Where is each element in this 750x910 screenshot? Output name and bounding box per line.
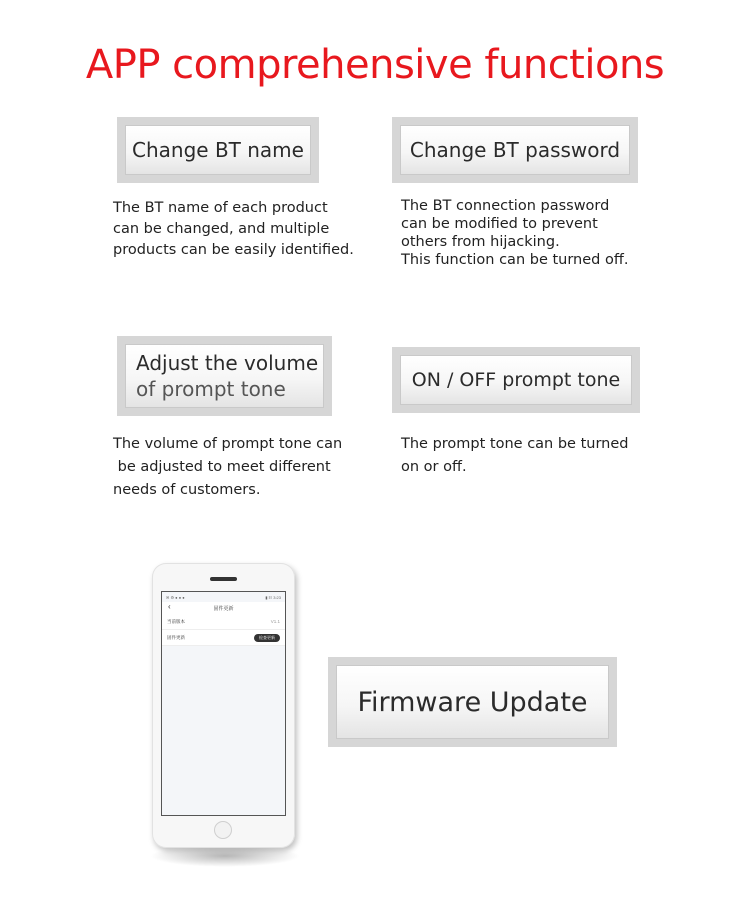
phone-illustration	[152, 563, 295, 848]
firmware-update-label: Firmware Update	[357, 686, 588, 718]
phone-home-button	[214, 821, 232, 839]
change-bt-name-label: Change BT name	[132, 138, 304, 162]
onoff-prompt-tone-label: ON / OFF prompt tone	[411, 369, 621, 391]
adjust-volume-badge	[117, 336, 332, 416]
phone-nav-bar	[162, 602, 285, 614]
back-chevron-icon: ‹	[168, 602, 171, 611]
onoff-prompt-tone-badge	[392, 347, 640, 413]
change-bt-password-label: Change BT password	[409, 138, 621, 162]
status-icons-left: ✉ ⚙ ● ● ●	[166, 594, 185, 600]
current-version-value: V1.1	[270, 619, 280, 624]
page-title: APP comprehensive functions	[85, 42, 665, 88]
change-bt-password-description: The BT connection password can be modified to prevent others from hijacking. This function can be turned off.	[401, 198, 629, 268]
current-version-label: 当前版本	[167, 618, 185, 624]
current-version-row	[162, 614, 285, 630]
change-bt-password-badge	[392, 117, 638, 183]
change-bt-name-badge	[117, 117, 319, 183]
onoff-prompt-tone-description: The prompt tone can be turned on or off.	[401, 436, 629, 475]
change-bt-name-description: The BT name of each product can be changed, and multiple products can be easily identified.	[113, 200, 354, 258]
adjust-volume-description: The volume of prompt tone can be adjusted to meet different needs of customers.	[113, 436, 343, 498]
adjust-volume-label-line1: Adjust the volume	[136, 351, 319, 375]
phone-screen-title: 固件更新	[213, 605, 234, 612]
phone-shadow	[150, 845, 300, 867]
adjust-volume-label-line2: of prompt tone	[136, 377, 286, 401]
phone-screen	[161, 591, 286, 816]
phone-status-bar	[162, 592, 285, 602]
status-icons-right: ▮ ☷ 3:23	[265, 594, 281, 600]
firmware-update-badge	[328, 657, 617, 747]
firmware-update-row-label: 固件更新	[167, 634, 185, 640]
firmware-update-row	[162, 630, 285, 646]
check-update-button: 检查更新	[254, 634, 280, 642]
phone-speaker	[210, 577, 237, 581]
